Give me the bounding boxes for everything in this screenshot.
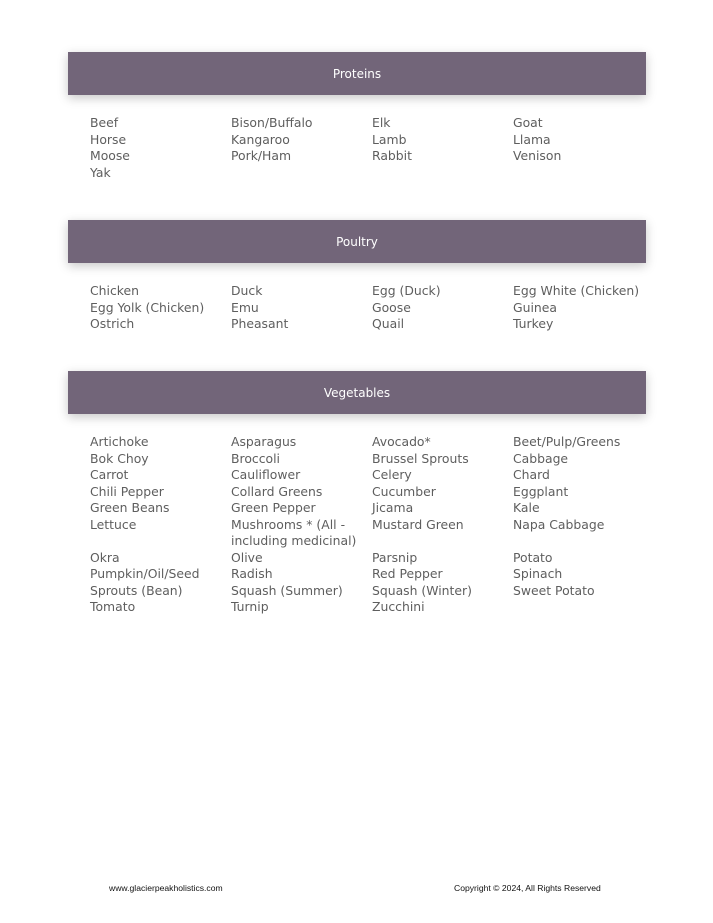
list-item: Goose [372,299,411,315]
list-item: Avocado* [372,434,431,449]
list-item: Celery [372,467,412,482]
list-item: Squash (Summer) [231,582,343,598]
list-item: Spinach [513,566,563,581]
list-item: Artichoke [90,434,149,449]
list-item: Sweet Potato [513,582,595,598]
list-item: Ostrich [90,316,135,331]
list-item: Potato [513,549,553,565]
list-item: Radish [231,566,273,581]
list-item: Turkey [513,316,554,331]
section-title: Proteins [332,66,382,81]
list-item: Chicken [90,283,139,298]
list-item: Bison/Buffalo [231,115,313,130]
list-item: Okra [90,549,120,565]
list-item: Egg Yolk (Chicken) [90,299,205,315]
list-item: Sprouts (Bean) [90,582,183,598]
list-item: Duck [231,283,263,298]
list-item: Parsnip [372,549,418,565]
list-item: Pheasant [231,316,289,331]
list-item: Bok Choy [90,450,149,466]
list-item: Lettuce [90,516,137,532]
footer-website: www.glacierpeakholistics.com [109,883,223,893]
list-item: Jicama [372,500,414,515]
vegetables-list [90,434,650,616]
list-item: Cucumber [372,483,436,499]
section-title: Vegetables [323,385,391,400]
list-item: Kale [513,500,540,515]
list-item: Moose [90,148,130,163]
list-item: Llama [513,131,551,147]
list-item: Turnip [231,599,269,614]
list-item: Olive [231,549,263,565]
section-header-proteins [68,52,646,95]
list-item: Asparagus [231,434,297,449]
list-item: Cauliflower [231,467,301,482]
list-item: Brussel Sprouts [372,450,469,466]
list-item: Broccoli [231,450,280,466]
list-item: Horse [90,131,127,147]
list-item: Pork/Ham [231,148,292,163]
list-item: Cabbage [513,450,569,466]
list-item: Green Pepper [231,500,316,515]
list-item: Carrot [90,467,129,482]
list-item: Chard [513,467,550,482]
list-item: Beef [90,115,119,130]
list-item: Egg White (Chicken) [513,283,640,298]
list-item: Kangaroo [231,131,290,147]
list-item: Zucchini [372,599,425,614]
list-item: Venison [513,148,562,163]
section-title: Poultry [336,234,378,249]
list-item: Quail [372,316,405,331]
list-item: Yak [90,164,111,180]
list-item: Rabbit [372,148,412,163]
list-item: Squash (Winter) [372,582,472,598]
list-item: Mustard Green [372,516,464,532]
list-item: Pumpkin/Oil/Seed [90,566,200,581]
list-item: Eggplant [513,483,569,499]
list-item: Emu [231,299,259,315]
list-item: Goat [513,115,543,130]
list-item: Chili Pepper [90,483,164,499]
list-item: Mushrooms * (All - including medicinal) [231,516,357,548]
list-item: Lamb [372,131,407,147]
list-item: Guinea [513,299,557,315]
section-header-poultry [68,220,646,263]
list-item: Elk [372,115,391,130]
proteins-list [90,115,650,181]
footer-copyright: Copyright © 2024, All Rights Reserved [454,883,601,893]
list-item: Napa Cabbage [513,516,605,532]
list-item: Tomato [90,599,136,614]
list-item: Collard Greens [231,483,323,499]
section-header-vegetables [68,371,646,414]
list-item: Red Pepper [372,566,443,581]
list-item: Beet/Pulp/Greens [513,434,621,449]
list-item: Egg (Duck) [372,283,441,298]
poultry-list [90,283,650,333]
list-item: Green Beans [90,500,170,515]
